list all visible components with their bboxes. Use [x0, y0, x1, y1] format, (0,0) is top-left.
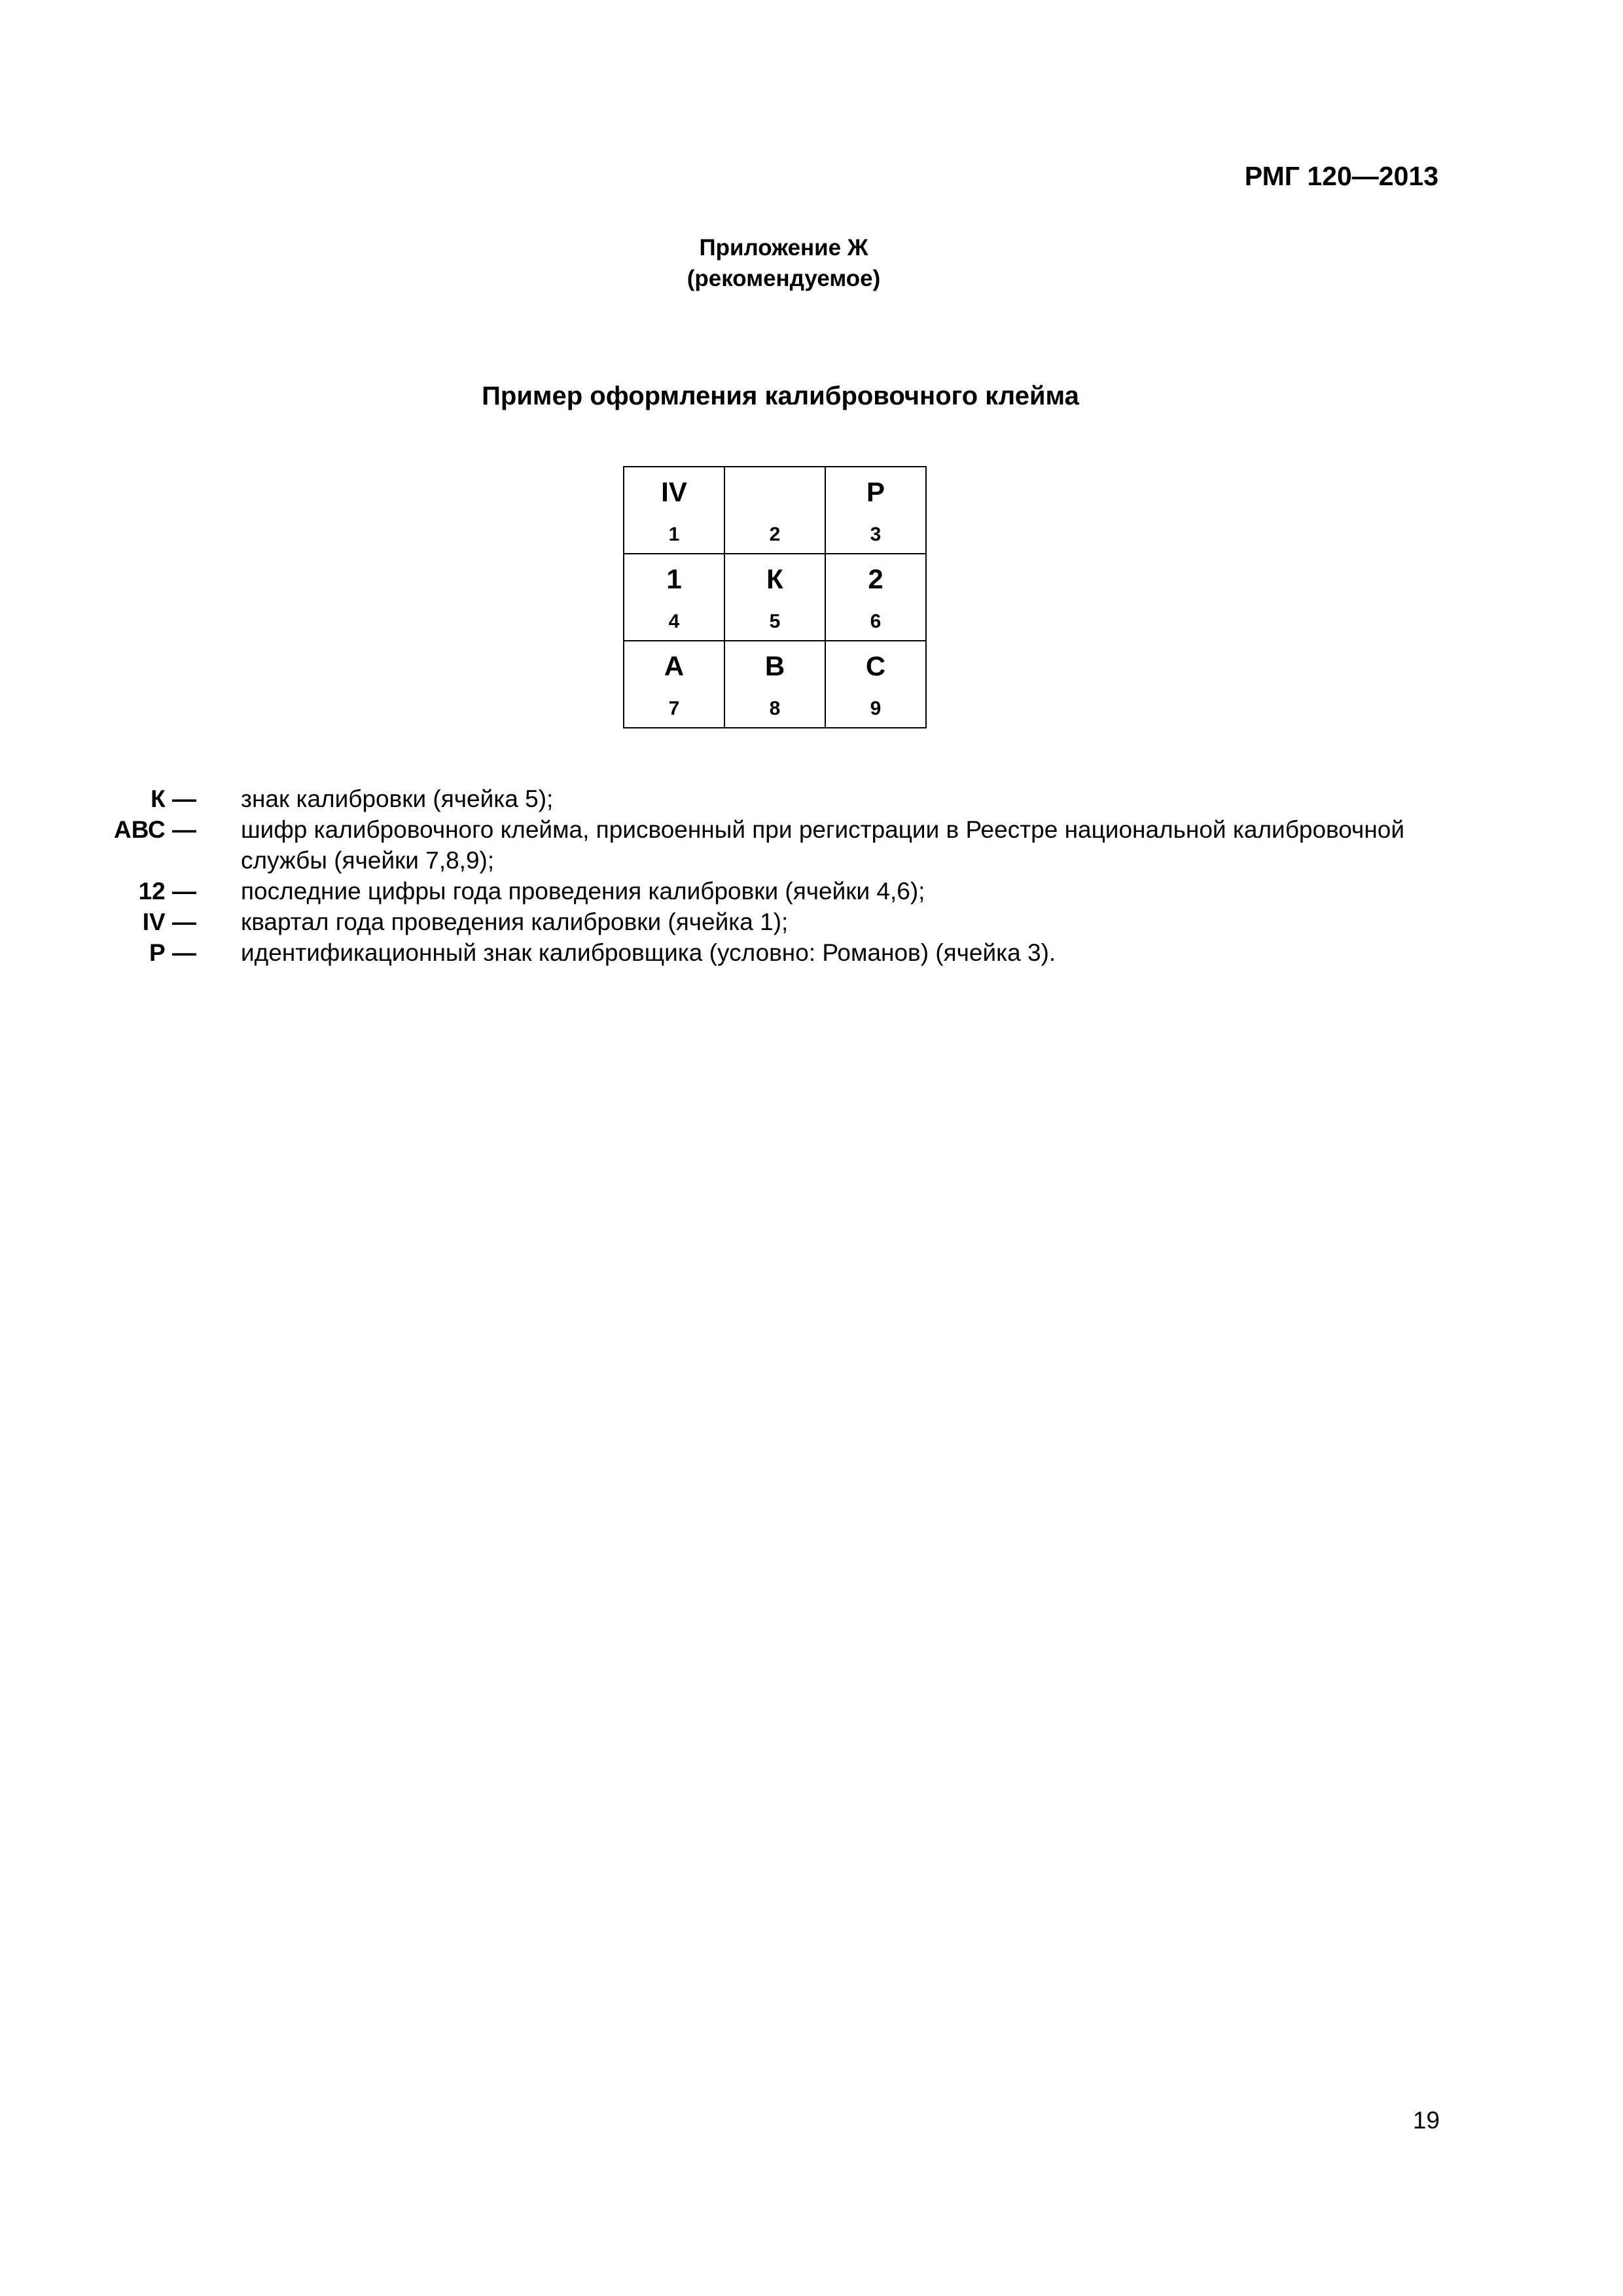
appendix-heading — [0, 232, 1567, 294]
section-title: Пример оформления калибровочного клейма — [482, 382, 1079, 410]
legend-term: IV — — [142, 908, 196, 935]
stamp-row — [624, 467, 926, 554]
legend-term: К — — [151, 785, 196, 812]
stamp-cell-number: 9 — [870, 698, 882, 719]
stamp-cell-number: 7 — [668, 698, 680, 719]
appendix-title: Приложение Ж — [699, 235, 868, 260]
stamp-cell-number: 2 — [769, 524, 781, 545]
stamp-row — [624, 641, 926, 728]
legend-description: последние цифры года проведения калибровки (ячейки 4,6); — [241, 878, 925, 905]
legend-term: АВС — — [113, 816, 196, 843]
stamp-row — [624, 554, 926, 641]
stamp-cell-number: 5 — [769, 611, 781, 632]
legend-description: идентификационный знак калибровщика (условно: Романов) (ячейка 3). — [241, 939, 1056, 966]
legend-description: квартал года проведения калибровки (ячейка 1); — [241, 908, 789, 935]
stamp-cell-2 — [724, 467, 825, 554]
stamp-cell-8 — [724, 641, 825, 728]
stamp-cell-value: 1 — [666, 564, 682, 594]
legend-item — [0, 783, 1446, 814]
stamp-cell-value: С — [865, 651, 886, 681]
legend-item — [0, 814, 1446, 876]
stamp-cell-value: В — [764, 651, 785, 681]
legend-description: шифр калибровочного клейма, присвоенный при регистрации в Реестре национальной калибровочной службы (ячейки 7,8,9); — [241, 816, 1405, 874]
stamp-cell-3 — [825, 467, 926, 554]
stamp-cell-number: 6 — [870, 611, 882, 632]
legend-term: Р — — [149, 939, 196, 966]
stamp-cell-5 — [724, 554, 825, 641]
page-number: 19 — [1412, 2107, 1440, 2134]
stamp-cell-value: IV — [661, 476, 687, 507]
stamp-cell-number: 3 — [870, 524, 882, 545]
stamp-cell-value: А — [664, 651, 685, 681]
stamp-cell-6 — [825, 554, 926, 641]
legend-item — [0, 937, 1446, 968]
legend-term: 12 — — [138, 878, 196, 905]
stamp-cell-4 — [624, 554, 724, 641]
stamp-cell-9 — [825, 641, 926, 728]
document-code: РМГ 120—2013 — [1244, 161, 1438, 191]
legend-item — [0, 876, 1446, 906]
calibration-stamp-table — [623, 466, 927, 728]
stamp-legend — [0, 783, 1446, 968]
stamp-cell-7 — [624, 641, 724, 728]
legend-item — [0, 906, 1446, 937]
appendix-subtitle: (рекомендуемое) — [687, 266, 881, 291]
stamp-cell-1 — [624, 467, 724, 554]
stamp-cell-number: 1 — [668, 524, 680, 545]
stamp-cell-value: К — [766, 564, 783, 594]
stamp-cell-number: 8 — [769, 698, 781, 719]
legend-description: знак калибровки (ячейка 5); — [241, 785, 554, 812]
stamp-cell-value: 2 — [868, 564, 883, 594]
stamp-cell-value: Р — [866, 476, 885, 507]
stamp-cell-number: 4 — [668, 611, 680, 632]
